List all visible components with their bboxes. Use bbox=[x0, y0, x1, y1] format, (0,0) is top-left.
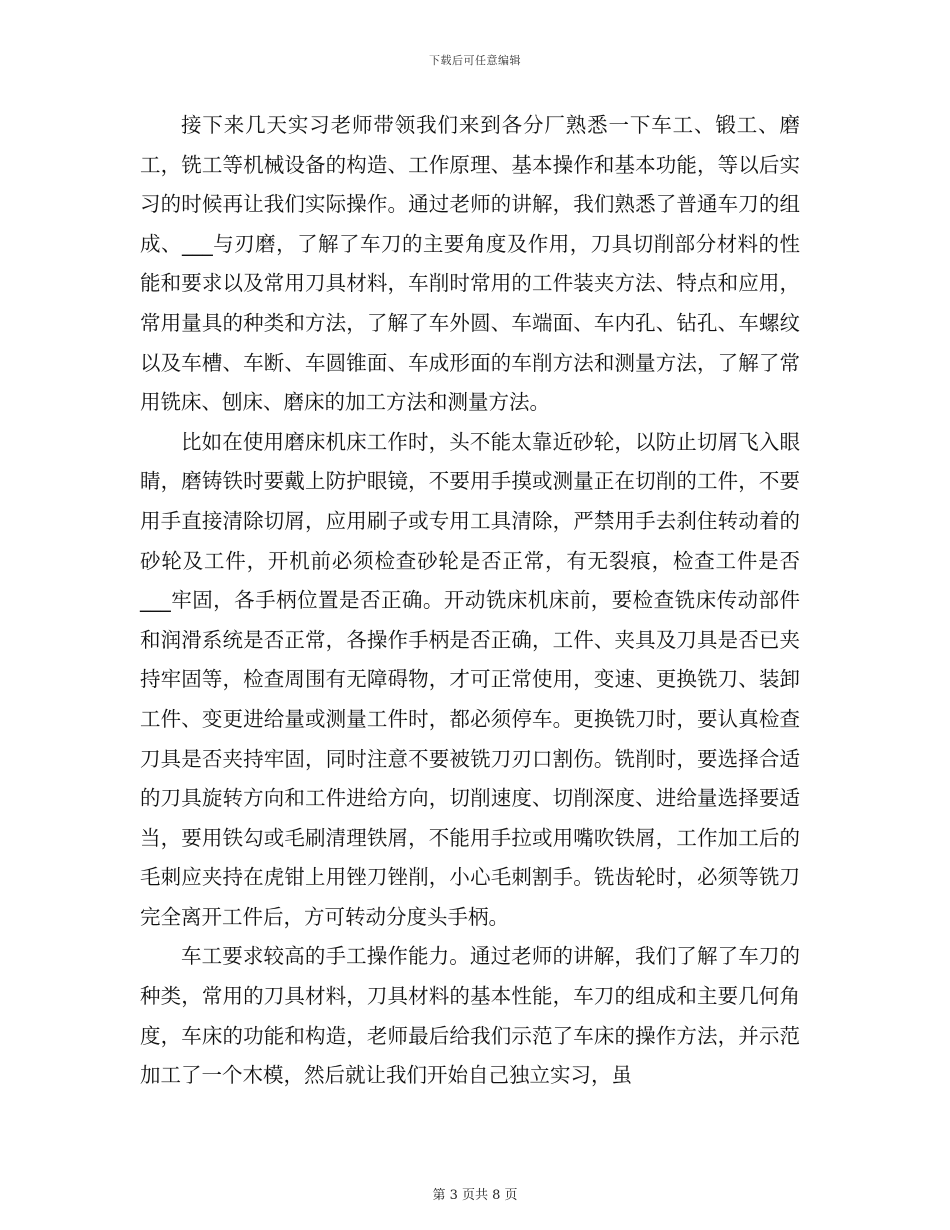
page-number-footer: 第 3 页共 8 页 bbox=[432, 1188, 518, 1203]
paragraph-1: 接下来几天实习老师带领我们来到各分厂熟悉一下车工、锻工、磨工，铣工等机械设备的构造、工作原理、基本操作和基本功能，等以后实习的时候再让我们实际操作。通过老师的讲解，我们熟悉了普通车刀的组成、___与刃磨，了解了车刀的主要角度及作用，刀具切削部分材料的性能和要求以及常用刀具材料，车削时常用的工件装夹方法、特点和应用，常用量具的种类和方法，了解了车外圆、车端面、车内孔、钻孔、车螺纹以及车槽、车断、车圆锥面、车成形面的车削方法和测量方法，了解了常用铣床、刨床、磨床的加工方法和测量方法。 bbox=[140, 113, 800, 415]
document-body bbox=[140, 106, 800, 1096]
paragraph-2: 比如在使用磨床机床工作时，头不能太靠近砂轮，以防止切屑飞入眼睛，磨铸铁时要戴上防护眼镜，不要用手摸或测量正在切削的工件，不要用手直接清除切屑，应用刷子或专用工具清除，严禁用手去刹住转动着的砂轮及工件，开机前必须检查砂轮是否正常，有无裂痕，检查工件是否___牢固，各手柄位置是否正确。开动铣床机床前，要检查铣床传动部件和润滑系统是否正常，各操作手柄是否正确，工件、夹具及刀具是否已夹持牢固等，检查周围有无障碍物，才可正常使用，变速、更换铣刀、装卸工件、变更进给量或测量工件时，都必须停车。更换铣刀时，要认真检查刀具是否夹持牢固，同时注意不要被铣刀刃口割伤。铣削时，要选择合适的刀具旋转方向和工件进给方向，切削速度、切削深度、进给量选择要适当，要用铁勾或毛刷清理铁屑，不能用手拉或用嘴吹铁屑，工作加工后的毛刺应夹持在虎钳上用锉刀锉削，小心毛刺割手。铣齿轮时，必须等铣刀完全离开工件后，方可转动分度头手柄。 bbox=[140, 429, 800, 929]
page-header: 下载后可任意编辑 bbox=[429, 54, 521, 67]
paragraph-3: 车工要求较高的手工操作能力。通过老师的讲解，我们了解了车刀的种类，常用的刀具材料，刀具材料的基本性能，车刀的组成和主要几何角度，车床的功能和构造，老师最后给我们示范了车床的操作方法，并示范加工了一个木模，然后就让我们开始自己独立实习，虽 bbox=[140, 944, 800, 1088]
